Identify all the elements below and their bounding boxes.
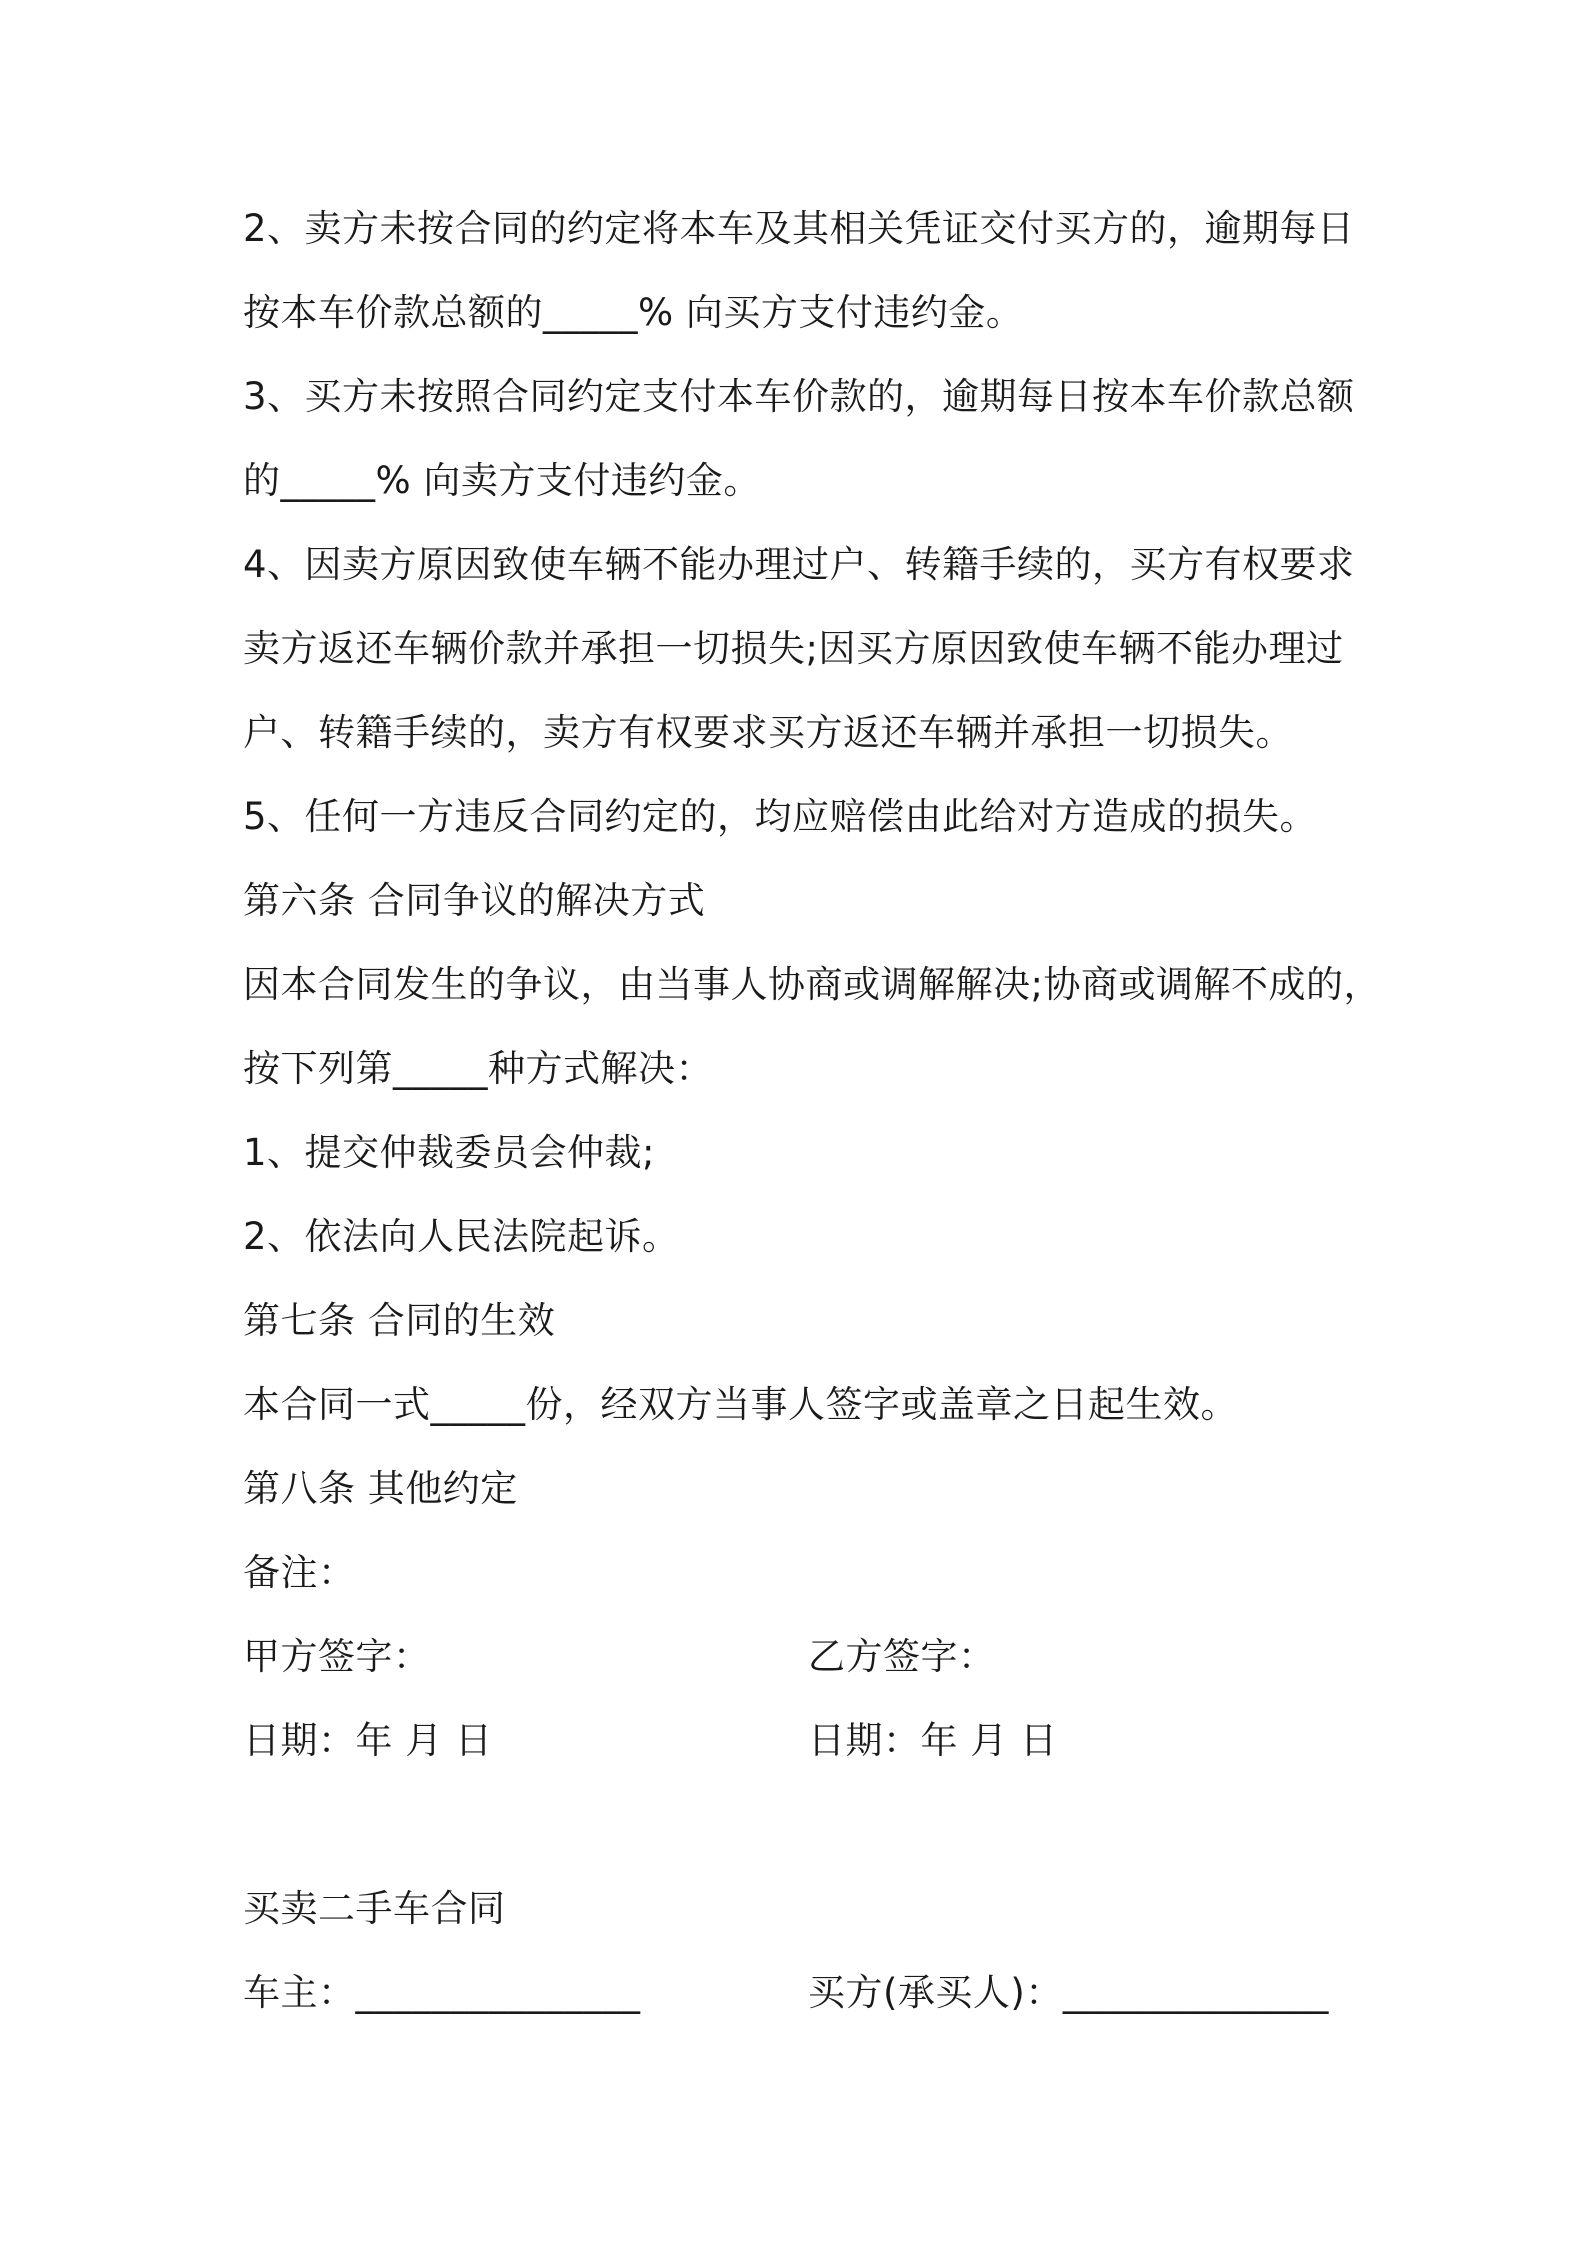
article-6-line-1: 因本合同发生的争议，由当事人协商或调解解决;协商或调解不成的， [243, 963, 1381, 1006]
owner-field: 车主：_______________ [243, 1971, 641, 2014]
article-7-line-1: 本合同一式_____份，经双方当事人签字或盖章之日起生效。 [243, 1383, 1238, 1426]
party-b-signature-label: 乙方签字： [808, 1635, 996, 1678]
clause-3-line-1: 3、买方未按照合同约定支付本车价款的，逾期每日按本车价款总额 [243, 375, 1355, 418]
article-7-heading: 第七条 合同的生效 [243, 1299, 556, 1342]
clause-2-line-2: 按本车价款总额的_____% 向买方支付违约金。 [243, 291, 1024, 334]
article-8-heading: 第八条 其他约定 [243, 1467, 518, 1510]
clause-4-line-2: 卖方返还车辆价款并承担一切损失;因买方原因致使车辆不能办理过 [243, 627, 1344, 670]
buyer-field: 买方(承买人)：______________ [808, 1971, 1329, 2014]
party-a-date: 日期：年 月 日 [243, 1719, 493, 1762]
article-6-line-2: 按下列第_____种方式解决： [243, 1047, 713, 1090]
option-2: 2、依法向人民法院起诉。 [243, 1215, 680, 1258]
second-contract-title: 买卖二手车合同 [243, 1887, 506, 1930]
remarks-label: 备注： [243, 1551, 356, 1594]
article-6-heading: 第六条 合同争议的解决方式 [243, 879, 706, 922]
clause-5-line-1: 5、任何一方违反合同约定的，均应赔偿由此给对方造成的损失。 [243, 795, 1318, 838]
clause-3-line-2: 的_____% 向卖方支付违约金。 [243, 459, 761, 502]
clause-4-line-3: 户、转籍手续的，卖方有权要求买方返还车辆并承担一切损失。 [243, 711, 1293, 754]
clause-2-line-1: 2、卖方未按合同的约定将本车及其相关凭证交付买方的，逾期每日 [243, 207, 1355, 250]
party-a-signature-label: 甲方签字： [243, 1635, 431, 1678]
party-b-date: 日期：年 月 日 [808, 1719, 1058, 1762]
clause-4-line-1: 4、因卖方原因致使车辆不能办理过户、转籍手续的，买方有权要求 [243, 543, 1355, 586]
option-1: 1、提交仲裁委员会仲裁; [243, 1131, 656, 1174]
